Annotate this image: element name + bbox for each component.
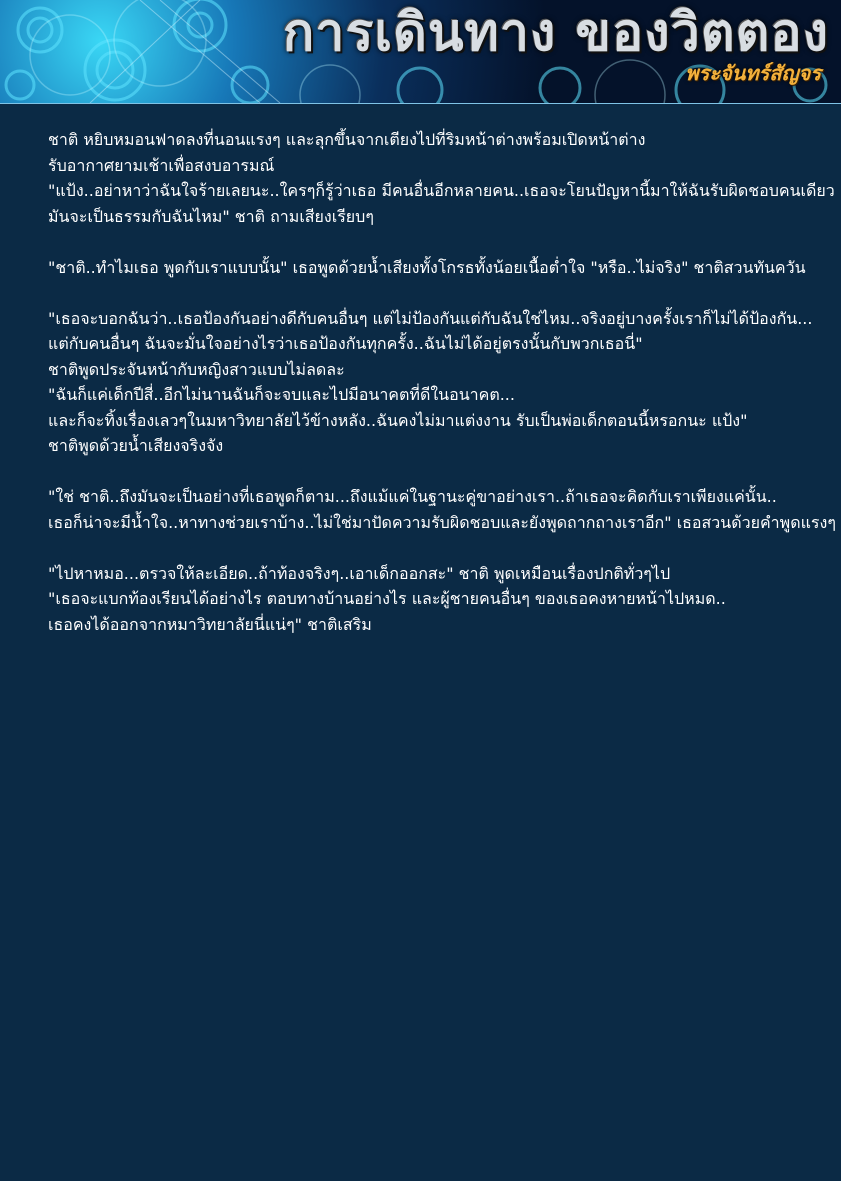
- paragraph: [48, 306, 828, 459]
- paragraph-spacer: [48, 280, 828, 306]
- text-line: ชาติ หยิบหมอนฟาดลงที่นอนแรงๆ และลุกขึ้นจากเตียงไปที่ริมหน้าต่างพร้อมเปิดหน้าต่าง: [48, 130, 646, 149]
- text-line: "เธอจะบอกฉันว่า..เธอป้องกันอย่างดีกับคนอื่นๆ แต่ไม่ป้องกันแต่กับฉันใช่ไหม..จริงอยู่บางครั้งเราก็ไม่ได้ป้องกัน...: [48, 308, 813, 328]
- paragraph: [48, 255, 828, 281]
- text-line: และก็จะทิ้งเรื่องเลวๆในมหาวิทยาลัยไว้ข้างหลัง..ฉันคงไม่มาแต่งงาน รับเป็นพ่อเด็กตอนนี้หรอกนะ แป้ง": [48, 410, 748, 430]
- paragraph: [48, 561, 828, 638]
- paragraph-spacer: [48, 535, 828, 561]
- banner-title: การเดินทาง ของวิตตอง: [282, 3, 829, 63]
- banner-subtitle: พระจันทร์สัญจร: [685, 61, 821, 85]
- header-banner: [0, 0, 841, 104]
- text-line: "ฉันก็แค่เด็กปีสี่..อีกไม่นานฉันก็จะจบและไปมีอนาคตที่ดีในอนาคต...: [48, 385, 515, 404]
- text-line: ชาติพูดด้วยน้ำเสียงจริงจัง: [48, 436, 224, 455]
- text-line: แต่กับคนอื่นๆ ฉันจะมั่นใจอย่างไรว่าเธอป้องกันทุกครั้ง..ฉันไม่ได้อยู่ตรงนั้นกับพวกเธอนี่": [48, 334, 643, 353]
- text-line: เธอก็น่าจะมีน้ำใจ..หาทางช่วยเราบ้าง..ไม่ใช่มาปัดความรับผิดชอบและยังพูดถากถางเราอีก" เธอสวนด้วยคำพูดแรงๆ: [48, 512, 836, 532]
- text-line: รับอากาศยามเช้าเพื่อสงบอารมณ์: [48, 155, 275, 175]
- text-line: "ไปหาหมอ...ตรวจให้ละเอียด..ถ้าท้องจริงๆ..เอาเด็กออกสะ" ชาติ พูดเหมือนเรื่องปกติทั่วๆไป: [48, 563, 671, 583]
- text-line: "แป้ง..อย่าหาว่าฉันใจร้ายเลยนะ..ใครๆก็รู้ว่าเธอ มีคนอื่นอีกหลายคน..เธอจะโยนปัญหานี้มาให้ฉันรับผิดชอบคนเดียว: [48, 181, 835, 200]
- paragraph-spacer: [48, 459, 828, 485]
- text-line: เธอคงได้ออกจากหมาวิทยาลัยนี่แน่ๆ" ชาติเสริม: [48, 614, 372, 634]
- paragraph-spacer: [48, 229, 828, 255]
- paragraph: [48, 484, 836, 535]
- text-line: มันจะเป็นธรรมกับฉันไหม" ชาติ ถามเสียงเรียบๆ: [48, 206, 374, 226]
- text-line: "ใช่ ชาติ..ถึงมันจะเป็นอย่างที่เธอพูดก็ตาม...ถึงแม้แค่ในฐานะคู่ขาอย่างเรา..ถ้าเธอจะคิดกับเราเพียงแค่นั้น..: [48, 487, 777, 506]
- story-text: [48, 127, 836, 637]
- text-line: ชาติพูดประจันหน้ากับหญิงสาวแบบไม่ลดละ: [48, 359, 345, 379]
- text-line: "ชาติ..ทำไมเธอ พูดกับเราแบบนั้น" เธอพูดด้วยน้ำเสียงทั้งโกรธทั้งน้อยเนื้อต่ำใจ "หรือ..ไม่จริง" ชาติสวนทันควัน: [48, 257, 806, 277]
- text-line: "เธอจะแบกท้องเรียนได้อย่างไร ตอบทางบ้านอย่างไร และผู้ชายคนอื่นๆ ของเธอคงหายหน้าไปหมด..: [48, 589, 726, 608]
- paragraph: [48, 127, 835, 229]
